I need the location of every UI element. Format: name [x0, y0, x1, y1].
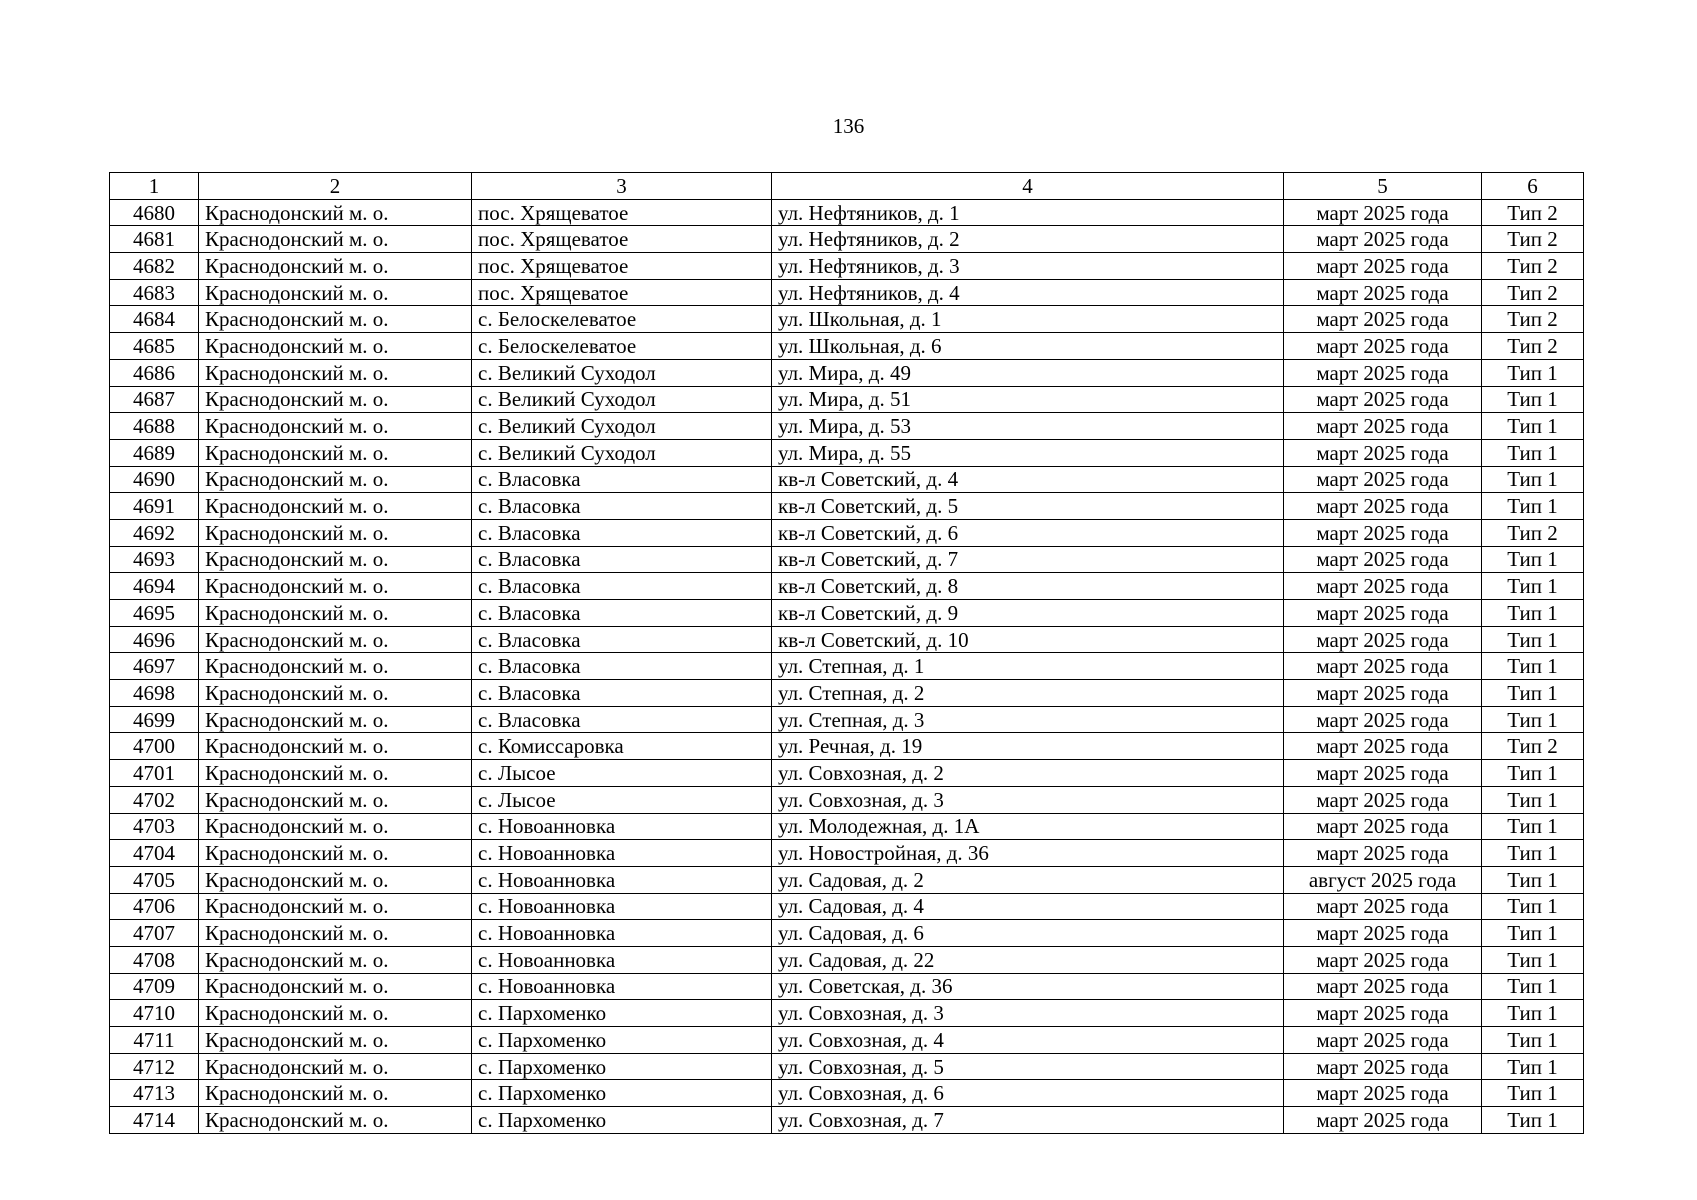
row-number-cell: 4711: [110, 1027, 199, 1054]
type-cell: Тип 1: [1482, 813, 1584, 840]
table-row: [110, 1053, 1584, 1080]
date-cell: март 2025 года: [1284, 973, 1482, 1000]
address-cell: ул. Совхозная, д. 4: [772, 1027, 1284, 1054]
date-cell: март 2025 года: [1284, 653, 1482, 680]
table-row: [110, 680, 1584, 707]
address-cell: кв-л Советский, д. 4: [772, 466, 1284, 493]
municipality-cell: Краснодонский м. о.: [199, 733, 472, 760]
type-cell: Тип 1: [1482, 466, 1584, 493]
type-cell: Тип 1: [1482, 973, 1584, 1000]
municipality-cell: Краснодонский м. о.: [199, 813, 472, 840]
column-header: 6: [1482, 173, 1584, 200]
address-cell: кв-л Советский, д. 6: [772, 519, 1284, 546]
municipality-cell: Краснодонский м. о.: [199, 893, 472, 920]
table-row: [110, 306, 1584, 333]
table-body: [110, 199, 1584, 1133]
type-cell: Тип 2: [1482, 306, 1584, 333]
municipality-cell: Краснодонский м. о.: [199, 1080, 472, 1107]
address-cell: ул. Мира, д. 49: [772, 359, 1284, 386]
row-number-cell: 4709: [110, 973, 199, 1000]
table-row: [110, 386, 1584, 413]
municipality-cell: Краснодонский м. о.: [199, 760, 472, 787]
type-cell: Тип 2: [1482, 226, 1584, 253]
table-row: [110, 946, 1584, 973]
address-cell: ул. Нефтяников, д. 2: [772, 226, 1284, 253]
address-cell: ул. Мира, д. 53: [772, 413, 1284, 440]
row-number-cell: 4710: [110, 1000, 199, 1027]
table-row: [110, 546, 1584, 573]
settlement-cell: с. Пархоменко: [472, 1107, 772, 1134]
address-cell: ул. Мира, д. 55: [772, 439, 1284, 466]
date-cell: март 2025 года: [1284, 226, 1482, 253]
type-cell: Тип 1: [1482, 386, 1584, 413]
column-header: 1: [110, 173, 199, 200]
table-row: [110, 519, 1584, 546]
date-cell: март 2025 года: [1284, 600, 1482, 627]
type-cell: Тип 2: [1482, 333, 1584, 360]
address-cell: ул. Нефтяников, д. 3: [772, 253, 1284, 280]
table-row: [110, 893, 1584, 920]
table-row: [110, 1080, 1584, 1107]
settlement-cell: с. Новоанновка: [472, 813, 772, 840]
address-cell: ул. Совхозная, д. 3: [772, 786, 1284, 813]
municipality-cell: Краснодонский м. о.: [199, 546, 472, 573]
date-cell: март 2025 года: [1284, 519, 1482, 546]
settlement-cell: с. Власовка: [472, 493, 772, 520]
table-row: [110, 786, 1584, 813]
settlement-cell: с. Пархоменко: [472, 1053, 772, 1080]
address-cell: ул. Школьная, д. 6: [772, 333, 1284, 360]
row-number-cell: 4708: [110, 946, 199, 973]
date-cell: март 2025 года: [1284, 1107, 1482, 1134]
settlement-cell: с. Великий Суходол: [472, 413, 772, 440]
type-cell: Тип 1: [1482, 546, 1584, 573]
date-cell: март 2025 года: [1284, 1027, 1482, 1054]
date-cell: март 2025 года: [1284, 1000, 1482, 1027]
row-number-cell: 4695: [110, 600, 199, 627]
type-cell: Тип 1: [1482, 413, 1584, 440]
row-number-cell: 4681: [110, 226, 199, 253]
municipality-cell: Краснодонский м. о.: [199, 493, 472, 520]
row-number-cell: 4714: [110, 1107, 199, 1134]
row-number-cell: 4698: [110, 680, 199, 707]
type-cell: Тип 1: [1482, 760, 1584, 787]
table-row: [110, 866, 1584, 893]
settlement-cell: с. Власовка: [472, 466, 772, 493]
date-cell: март 2025 года: [1284, 920, 1482, 947]
type-cell: Тип 1: [1482, 359, 1584, 386]
row-number-cell: 4691: [110, 493, 199, 520]
table-row: [110, 226, 1584, 253]
page-number: 136: [832, 114, 865, 138]
address-cell: ул. Совхозная, д. 3: [772, 1000, 1284, 1027]
table-row: [110, 813, 1584, 840]
table-row: [110, 1027, 1584, 1054]
row-number-cell: 4686: [110, 359, 199, 386]
address-cell: ул. Школьная, д. 1: [772, 306, 1284, 333]
date-cell: март 2025 года: [1284, 306, 1482, 333]
column-header: 5: [1284, 173, 1482, 200]
address-cell: кв-л Советский, д. 10: [772, 626, 1284, 653]
row-number-cell: 4699: [110, 706, 199, 733]
type-cell: Тип 2: [1482, 279, 1584, 306]
type-cell: Тип 1: [1482, 1053, 1584, 1080]
row-number-cell: 4682: [110, 253, 199, 280]
address-cell: ул. Нефтяников, д. 1: [772, 199, 1284, 226]
address-cell: кв-л Советский, д. 9: [772, 600, 1284, 627]
date-cell: март 2025 года: [1284, 493, 1482, 520]
settlement-cell: пос. Хрящеватое: [472, 199, 772, 226]
table-row: [110, 199, 1584, 226]
address-cell: ул. Степная, д. 3: [772, 706, 1284, 733]
municipality-cell: Краснодонский м. о.: [199, 333, 472, 360]
table-row: [110, 493, 1584, 520]
type-cell: Тип 1: [1482, 706, 1584, 733]
municipality-cell: Краснодонский м. о.: [199, 1053, 472, 1080]
type-cell: Тип 2: [1482, 733, 1584, 760]
column-header: 3: [472, 173, 772, 200]
municipality-cell: Краснодонский м. о.: [199, 786, 472, 813]
row-number-cell: 4704: [110, 840, 199, 867]
row-number-cell: 4689: [110, 439, 199, 466]
table-row: [110, 439, 1584, 466]
municipality-cell: Краснодонский м. о.: [199, 1027, 472, 1054]
municipality-cell: Краснодонский м. о.: [199, 840, 472, 867]
type-cell: Тип 1: [1482, 1027, 1584, 1054]
date-cell: март 2025 года: [1284, 813, 1482, 840]
table-row: [110, 920, 1584, 947]
type-cell: Тип 1: [1482, 493, 1584, 520]
row-number-cell: 4712: [110, 1053, 199, 1080]
table-row: [110, 359, 1584, 386]
settlement-cell: с. Новоанновка: [472, 946, 772, 973]
settlement-cell: с. Власовка: [472, 680, 772, 707]
row-number-cell: 4684: [110, 306, 199, 333]
date-cell: март 2025 года: [1284, 786, 1482, 813]
municipality-cell: Краснодонский м. о.: [199, 439, 472, 466]
date-cell: март 2025 года: [1284, 626, 1482, 653]
municipality-cell: Краснодонский м. о.: [199, 920, 472, 947]
municipality-cell: Краснодонский м. о.: [199, 279, 472, 306]
address-cell: ул. Садовая, д. 22: [772, 946, 1284, 973]
row-number-cell: 4688: [110, 413, 199, 440]
address-cell: ул. Советская, д. 36: [772, 973, 1284, 1000]
municipality-cell: Краснодонский м. о.: [199, 573, 472, 600]
address-cell: ул. Садовая, д. 6: [772, 920, 1284, 947]
type-cell: Тип 2: [1482, 519, 1584, 546]
table-row: [110, 573, 1584, 600]
type-cell: Тип 1: [1482, 946, 1584, 973]
row-number-cell: 4701: [110, 760, 199, 787]
date-cell: март 2025 года: [1284, 893, 1482, 920]
settlement-cell: с. Лысое: [472, 760, 772, 787]
settlement-cell: с. Новоанновка: [472, 893, 772, 920]
municipality-cell: Краснодонский м. о.: [199, 706, 472, 733]
row-number-cell: 4687: [110, 386, 199, 413]
address-cell: ул. Степная, д. 2: [772, 680, 1284, 707]
municipality-cell: Краснодонский м. о.: [199, 600, 472, 627]
settlement-cell: пос. Хрящеватое: [472, 226, 772, 253]
row-number-cell: 4706: [110, 893, 199, 920]
municipality-cell: Краснодонский м. о.: [199, 866, 472, 893]
type-cell: Тип 1: [1482, 1107, 1584, 1134]
date-cell: март 2025 года: [1284, 1053, 1482, 1080]
address-cell: ул. Мира, д. 51: [772, 386, 1284, 413]
municipality-cell: Краснодонский м. о.: [199, 626, 472, 653]
row-number-cell: 4680: [110, 199, 199, 226]
address-cell: ул. Совхозная, д. 5: [772, 1053, 1284, 1080]
date-cell: март 2025 года: [1284, 706, 1482, 733]
row-number-cell: 4713: [110, 1080, 199, 1107]
type-cell: Тип 1: [1482, 866, 1584, 893]
address-cell: ул. Садовая, д. 4: [772, 893, 1284, 920]
settlement-cell: с. Власовка: [472, 546, 772, 573]
type-cell: Тип 2: [1482, 199, 1584, 226]
table-row: [110, 600, 1584, 627]
settlement-cell: пос. Хрящеватое: [472, 279, 772, 306]
municipality-cell: Краснодонский м. о.: [199, 386, 472, 413]
date-cell: март 2025 года: [1284, 413, 1482, 440]
address-cell: ул. Совхозная, д. 7: [772, 1107, 1284, 1134]
table-row: [110, 626, 1584, 653]
date-cell: март 2025 года: [1284, 946, 1482, 973]
date-cell: март 2025 года: [1284, 733, 1482, 760]
row-number-cell: 4700: [110, 733, 199, 760]
municipality-cell: Краснодонский м. о.: [199, 199, 472, 226]
municipality-cell: Краснодонский м. о.: [199, 973, 472, 1000]
type-cell: Тип 1: [1482, 1000, 1584, 1027]
type-cell: Тип 1: [1482, 840, 1584, 867]
municipality-cell: Краснодонский м. о.: [199, 413, 472, 440]
row-number-cell: 4707: [110, 920, 199, 947]
settlement-cell: с. Великий Суходол: [472, 359, 772, 386]
date-cell: март 2025 года: [1284, 199, 1482, 226]
address-cell: ул. Степная, д. 1: [772, 653, 1284, 680]
municipality-cell: Краснодонский м. о.: [199, 306, 472, 333]
settlement-cell: с. Новоанновка: [472, 973, 772, 1000]
row-number-cell: 4690: [110, 466, 199, 493]
address-cell: ул. Совхозная, д. 6: [772, 1080, 1284, 1107]
address-cell: кв-л Советский, д. 8: [772, 573, 1284, 600]
date-cell: март 2025 года: [1284, 466, 1482, 493]
settlement-cell: с. Власовка: [472, 573, 772, 600]
settlement-cell: с. Власовка: [472, 519, 772, 546]
address-cell: ул. Речная, д. 19: [772, 733, 1284, 760]
municipality-cell: Краснодонский м. о.: [199, 653, 472, 680]
municipality-cell: Краснодонский м. о.: [199, 680, 472, 707]
date-cell: март 2025 года: [1284, 439, 1482, 466]
type-cell: Тип 1: [1482, 573, 1584, 600]
row-number-cell: 4685: [110, 333, 199, 360]
settlement-cell: с. Белоскелеватое: [472, 306, 772, 333]
settlement-cell: с. Власовка: [472, 706, 772, 733]
address-cell: кв-л Советский, д. 7: [772, 546, 1284, 573]
row-number-cell: 4693: [110, 546, 199, 573]
table-row: [110, 1000, 1584, 1027]
row-number-cell: 4694: [110, 573, 199, 600]
date-cell: март 2025 года: [1284, 760, 1482, 787]
row-number-cell: 4692: [110, 519, 199, 546]
date-cell: март 2025 года: [1284, 840, 1482, 867]
municipality-cell: Краснодонский м. о.: [199, 226, 472, 253]
settlement-cell: с. Власовка: [472, 626, 772, 653]
type-cell: Тип 2: [1482, 253, 1584, 280]
type-cell: Тип 1: [1482, 626, 1584, 653]
settlement-cell: с. Пархоменко: [472, 1000, 772, 1027]
type-cell: Тип 1: [1482, 920, 1584, 947]
address-cell: ул. Садовая, д. 2: [772, 866, 1284, 893]
table-row: [110, 760, 1584, 787]
municipality-cell: Краснодонский м. о.: [199, 253, 472, 280]
type-cell: Тип 1: [1482, 1080, 1584, 1107]
municipality-cell: Краснодонский м. о.: [199, 466, 472, 493]
settlement-cell: с. Великий Суходол: [472, 386, 772, 413]
date-cell: март 2025 года: [1284, 359, 1482, 386]
address-cell: ул. Молодежная, д. 1А: [772, 813, 1284, 840]
column-header: 2: [199, 173, 472, 200]
municipality-cell: Краснодонский м. о.: [199, 359, 472, 386]
settlement-cell: с. Лысое: [472, 786, 772, 813]
type-cell: Тип 1: [1482, 893, 1584, 920]
type-cell: Тип 1: [1482, 439, 1584, 466]
table-row: [110, 840, 1584, 867]
header-row: [110, 173, 1584, 200]
date-cell: август 2025 года: [1284, 866, 1482, 893]
row-number-cell: 4683: [110, 279, 199, 306]
date-cell: март 2025 года: [1284, 1080, 1482, 1107]
settlement-cell: с. Пархоменко: [472, 1027, 772, 1054]
date-cell: март 2025 года: [1284, 573, 1482, 600]
table-row: [110, 653, 1584, 680]
municipality-cell: Краснодонский м. о.: [199, 946, 472, 973]
type-cell: Тип 1: [1482, 786, 1584, 813]
type-cell: Тип 1: [1482, 653, 1584, 680]
address-cell: ул. Нефтяников, д. 4: [772, 279, 1284, 306]
column-header: 4: [772, 173, 1284, 200]
settlement-cell: с. Новоанновка: [472, 866, 772, 893]
date-cell: март 2025 года: [1284, 680, 1482, 707]
address-cell: ул. Новостройная, д. 36: [772, 840, 1284, 867]
address-cell: кв-л Советский, д. 5: [772, 493, 1284, 520]
row-number-cell: 4705: [110, 866, 199, 893]
municipality-cell: Краснодонский м. о.: [199, 1107, 472, 1134]
table-row: [110, 973, 1584, 1000]
settlement-cell: с. Новоанновка: [472, 840, 772, 867]
data-table: [109, 172, 1584, 1134]
settlement-cell: с. Новоанновка: [472, 920, 772, 947]
date-cell: март 2025 года: [1284, 546, 1482, 573]
table-row: [110, 279, 1584, 306]
municipality-cell: Краснодонский м. о.: [199, 1000, 472, 1027]
table-row: [110, 1107, 1584, 1134]
date-cell: март 2025 года: [1284, 253, 1482, 280]
type-cell: Тип 1: [1482, 680, 1584, 707]
row-number-cell: 4697: [110, 653, 199, 680]
settlement-cell: пос. Хрящеватое: [472, 253, 772, 280]
type-cell: Тип 1: [1482, 600, 1584, 627]
table-row: [110, 413, 1584, 440]
date-cell: март 2025 года: [1284, 386, 1482, 413]
table-row: [110, 333, 1584, 360]
row-number-cell: 4702: [110, 786, 199, 813]
settlement-cell: с. Власовка: [472, 653, 772, 680]
table-row: [110, 733, 1584, 760]
settlement-cell: с. Белоскелеватое: [472, 333, 772, 360]
table-row: [110, 466, 1584, 493]
date-cell: март 2025 года: [1284, 333, 1482, 360]
settlement-cell: с. Комиссаровка: [472, 733, 772, 760]
date-cell: март 2025 года: [1284, 279, 1482, 306]
municipality-cell: Краснодонский м. о.: [199, 519, 472, 546]
row-number-cell: 4703: [110, 813, 199, 840]
address-cell: ул. Совхозная, д. 2: [772, 760, 1284, 787]
table-row: [110, 706, 1584, 733]
settlement-cell: с. Великий Суходол: [472, 439, 772, 466]
table-row: [110, 253, 1584, 280]
settlement-cell: с. Пархоменко: [472, 1080, 772, 1107]
row-number-cell: 4696: [110, 626, 199, 653]
settlement-cell: с. Власовка: [472, 600, 772, 627]
